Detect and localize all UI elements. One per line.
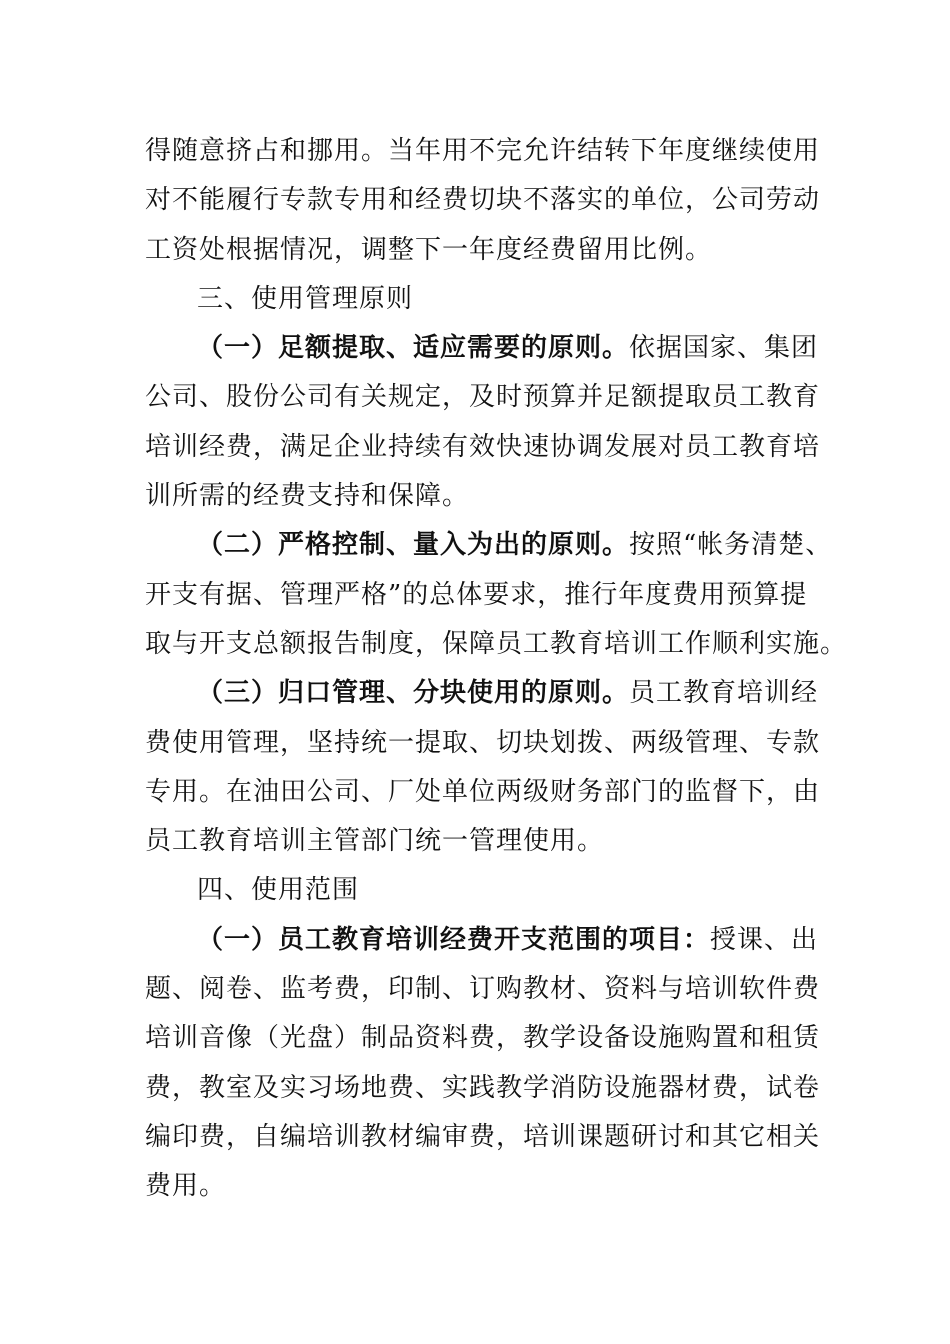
principle-1-line-1: （一）足额提取、适应需要的原则。依据国家、集团 <box>197 333 819 364</box>
section-heading-3: 三、使用管理原则 <box>197 283 414 314</box>
text-line-8: 训所需的经费支持和保障。 <box>145 481 470 512</box>
text-line-1: 得随意挤占和挪用。当年用不完允许结转下年度继续使用 <box>145 136 821 166</box>
principle-1-title: （一）足额提取、适应需要的原则。 <box>197 333 630 364</box>
principle-3-line-1: （三）归口管理、分块使用的原则。员工教育培训经 <box>197 678 819 709</box>
text-line-7: 培训经费，满足企业持续有效快速协调发展对员工教育培 <box>145 431 821 462</box>
principle-3-title: （三）归口管理、分块使用的原则。 <box>197 678 630 709</box>
text-line-18: 题、阅卷、监考费，印制、订购教材、资料与培训软件费 <box>145 974 821 1005</box>
text-line-11: 取与开支总额报告制度，保障员工教育培训工作顺利实施。 <box>145 628 848 659</box>
text-line-15: 员工教育培训主管部门统一管理使用。 <box>145 826 605 857</box>
text-line-22: 费用。 <box>145 1171 227 1202</box>
text-line-6: 公司、股份公司有关规定，及时预算并足额提取员工教育 <box>145 382 821 413</box>
text-line-3: 工资处根据情况，调整下一年度经费留用比例。 <box>145 234 713 265</box>
principle-2-title: （二）严格控制、量入为出的原则。 <box>197 530 630 561</box>
text-line-10: 开支有据、管理严格”的总体要求，推行年度费用预算提 <box>145 579 808 610</box>
text-line-13: 费使用管理，坚持统一提取、切块划拨、两级管理、专款 <box>145 727 821 758</box>
scope-1-line-1: （一）员工教育培训经费开支范围的项目：授课、出 <box>197 924 819 955</box>
text-line-21: 编印费，自编培训教材编审费，培训课题研讨和其它相关 <box>145 1121 821 1152</box>
principle-2-line-1: （二）严格控制、量入为出的原则。按照“帐务清楚、 <box>197 530 833 561</box>
body-text <box>145 127 848 1212</box>
text-line-14: 专用。在油田公司、厂处单位两级财务部门的监督下，由 <box>145 776 821 807</box>
section-heading-4: 四、使用范围 <box>197 875 360 906</box>
scope-1-title: （一）员工教育培训经费开支范围的项目： <box>197 924 711 955</box>
text-line-19: 培训音像（光盘）制品资料费，教学设备设施购置和租赁 <box>145 1023 821 1054</box>
text-line-20: 费，教室及实习场地费、实践教学消防设施器材费，试卷 <box>145 1072 821 1103</box>
text-line-2: 对不能履行专款专用和经费切块不落实的单位，公司劳动 <box>145 185 821 216</box>
